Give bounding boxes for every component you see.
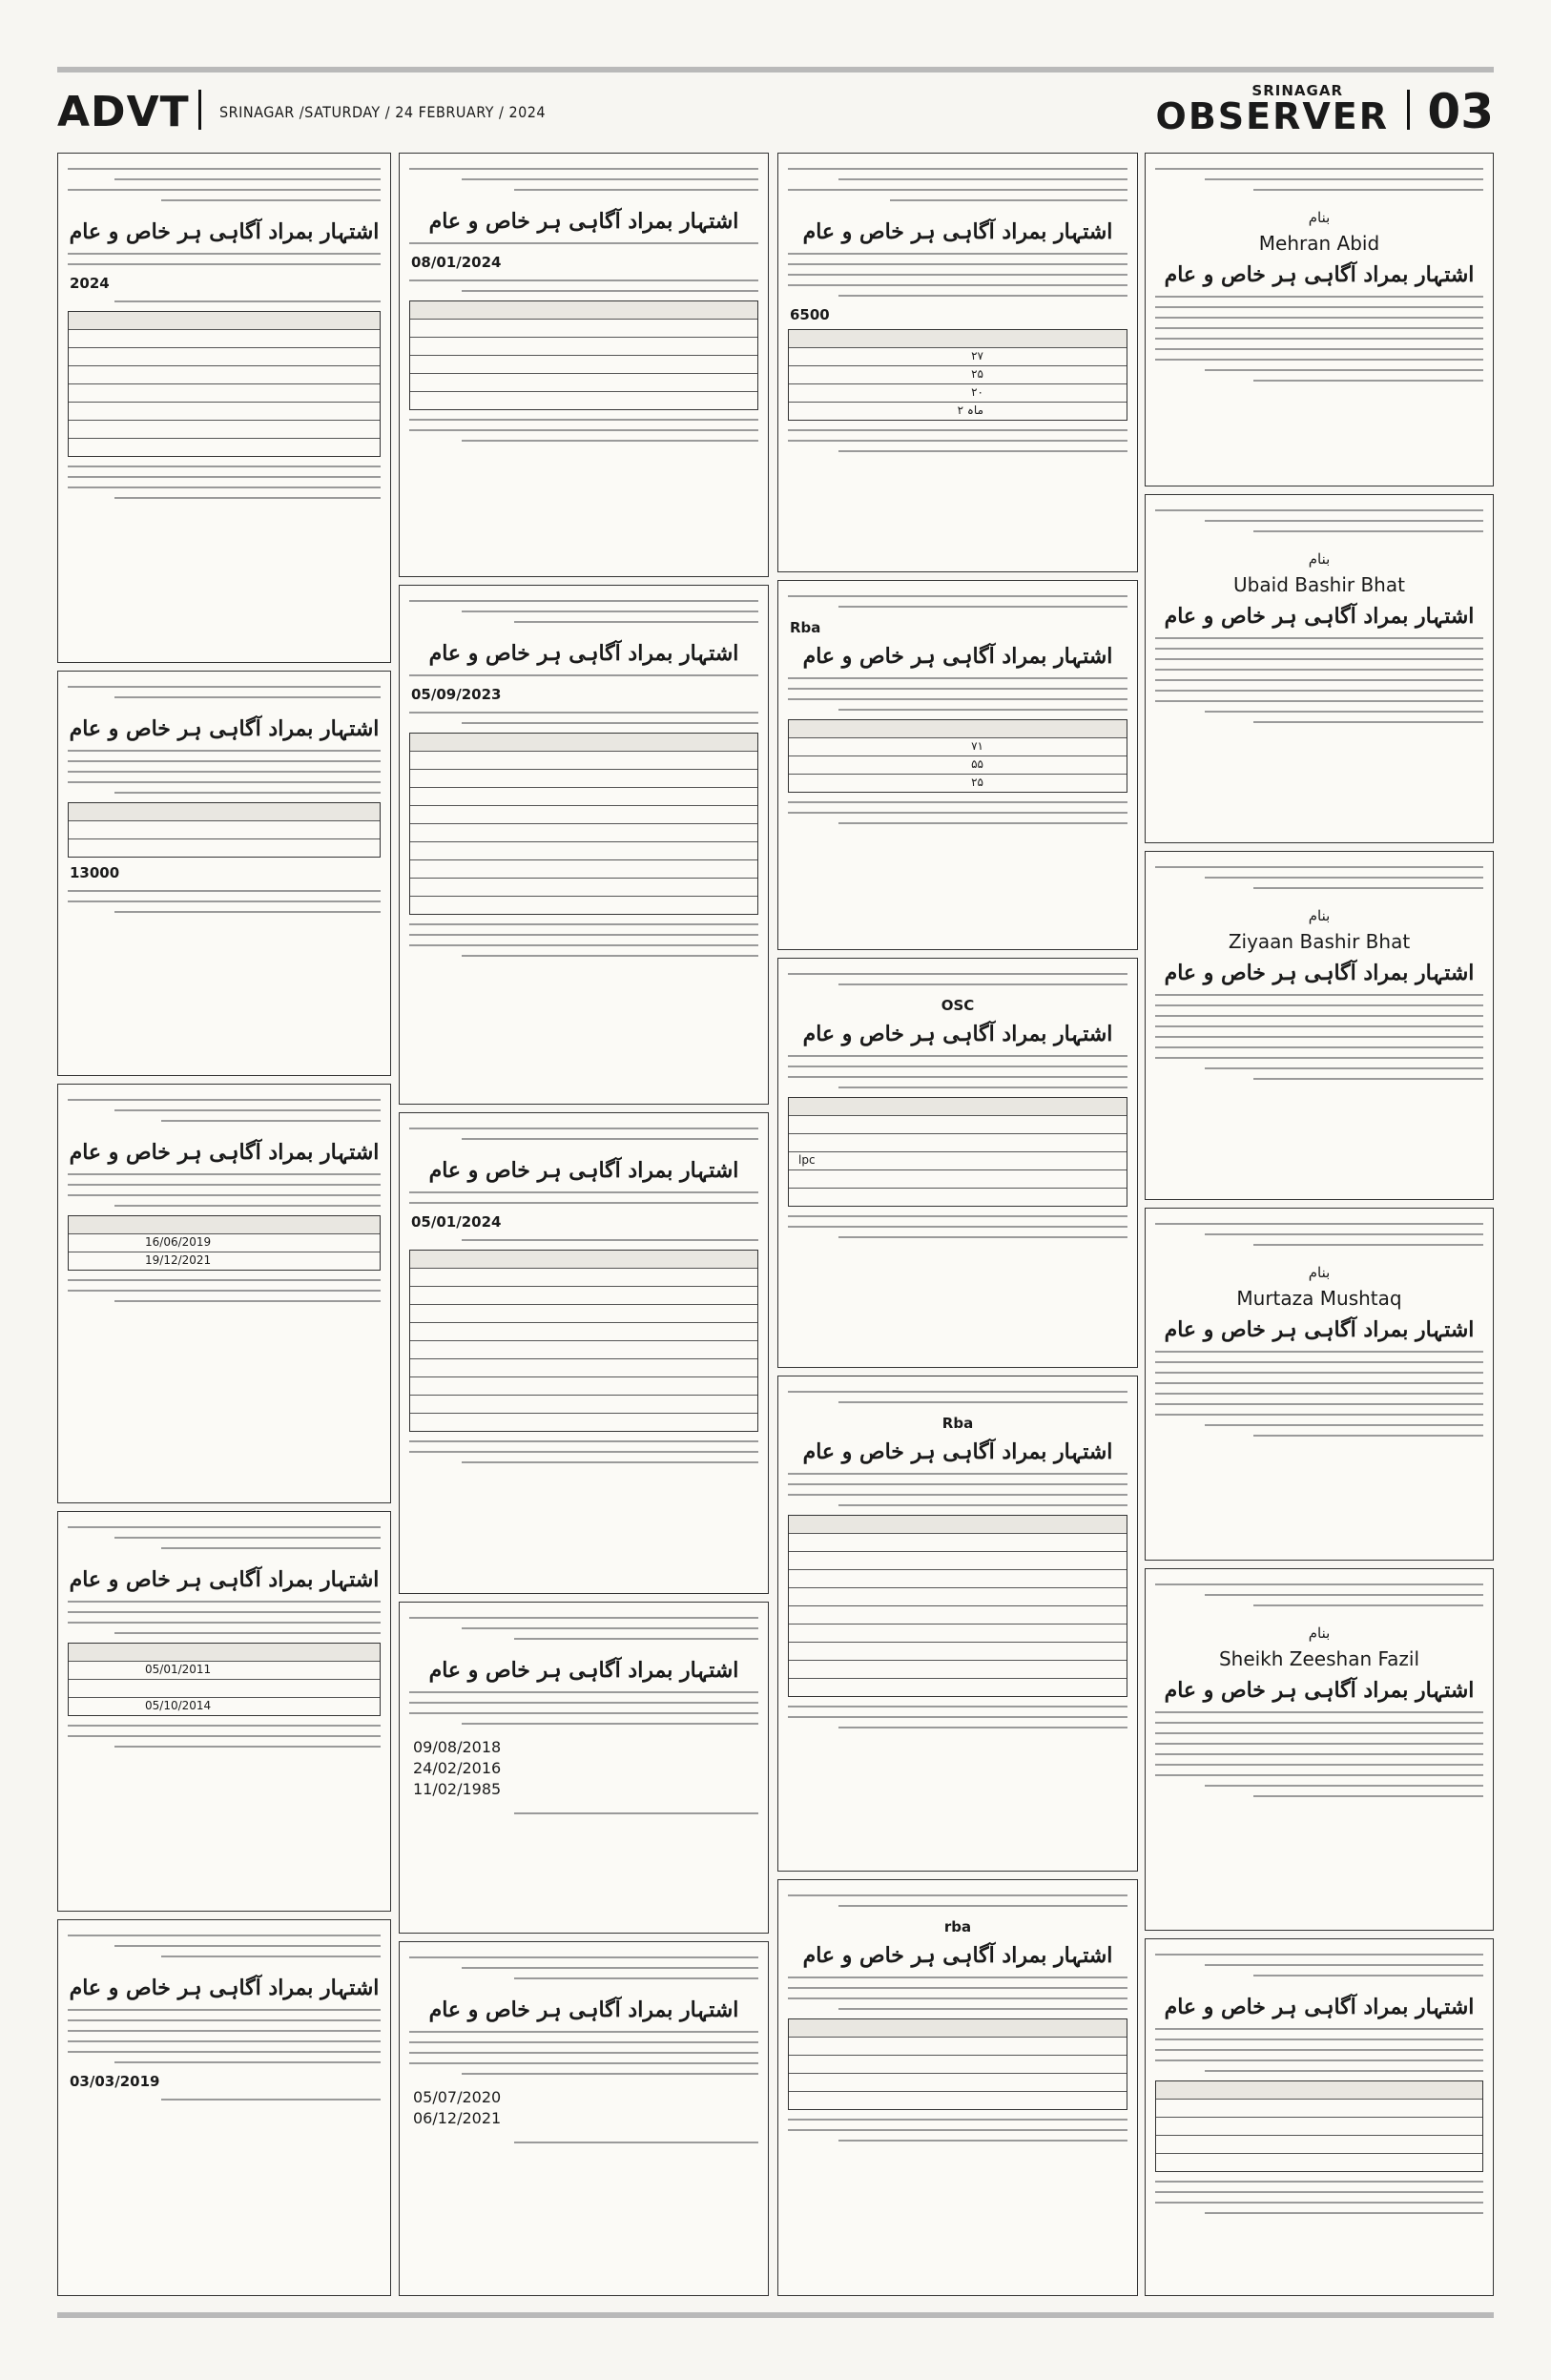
- notice-title: اشتہار بمراد آگاہی ہر خاص و عام: [802, 1943, 1113, 1968]
- notice-title: اشتہار بمراد آگاہی ہر خاص و عام: [69, 1976, 380, 2000]
- bottom-rule: [57, 2312, 1494, 2318]
- family-table: [788, 2018, 1127, 2110]
- notice-box: [57, 1919, 391, 2296]
- notice-box: [57, 671, 391, 1076]
- notice-box: [777, 1879, 1138, 2296]
- notice-title: اشتہار بمراد آگاہی ہر خاص و عام: [802, 1439, 1113, 1464]
- family-table: [68, 311, 381, 457]
- bannam: بنام: [1308, 907, 1331, 924]
- person-name: Sheikh Zeeshan Fazil: [1218, 1647, 1420, 1670]
- age: ۷۱: [971, 739, 983, 753]
- family-table: [68, 802, 381, 858]
- notice-title: اشتہار بمراد آگاہی ہر خاص و عام: [428, 1158, 739, 1183]
- birth-date: 05/07/2020: [413, 2088, 502, 2106]
- label: rba: [943, 1918, 972, 1935]
- notice-title: اشتہار بمراد آگاہی ہر خاص و عام: [1164, 262, 1475, 287]
- notice-box: [399, 585, 769, 1105]
- notice-box: [777, 1376, 1138, 1872]
- family-table: [788, 329, 1127, 421]
- notice-title: اشتہار بمراد آگاہی ہر خاص و عام: [69, 716, 380, 741]
- table-value: lpc: [798, 1153, 816, 1167]
- notice-title: اشتہار بمراد آگاہی ہر خاص و عام: [1164, 604, 1475, 629]
- top-rule: [57, 67, 1494, 72]
- notice-title: اشتہار بمراد آگاہی ہر خاص و عام: [428, 1658, 739, 1683]
- notice-title: اشتہار بمراد آگاہی ہر خاص و عام: [802, 644, 1113, 669]
- birth-date: 09/08/2018: [413, 1738, 502, 1756]
- age: ۲۵: [971, 776, 983, 789]
- age: ۲ ماہ: [957, 404, 983, 417]
- date: 19/12/2021: [145, 1253, 212, 1267]
- date: 05/01/2024: [411, 1213, 502, 1231]
- person-name: Ubaid Bashir Bhat: [1233, 573, 1405, 596]
- birth-date: 11/02/1985: [413, 1780, 502, 1798]
- section-title: ADVT: [57, 88, 190, 136]
- birth-date: 24/02/2016: [413, 1759, 502, 1777]
- date: 05/10/2014: [145, 1699, 212, 1712]
- notice-box: [1145, 851, 1494, 1200]
- divider: [1407, 90, 1410, 130]
- notice-title: اشتہار بمراد آگاہی ہر خاص و عام: [1164, 961, 1475, 985]
- date: 05/01/2011: [145, 1663, 212, 1676]
- family-table: [788, 719, 1127, 793]
- date: 03/03/2019: [70, 2073, 160, 2090]
- notice-box: [777, 958, 1138, 1368]
- bannam: بنام: [1308, 550, 1331, 568]
- page-number: 03: [1427, 84, 1494, 139]
- person-name: Mehran Abid: [1258, 232, 1380, 255]
- notice-box: [57, 1084, 391, 1503]
- notice-title: اشتہار بمراد آگاہی ہر خاص و عام: [1164, 1317, 1475, 1342]
- record-table: [68, 1215, 381, 1271]
- notice-box: [399, 1602, 769, 1934]
- notice-box: [777, 580, 1138, 950]
- date: 05/09/2023: [411, 686, 502, 703]
- person-name: Ziyaan Bashir Bhat: [1228, 930, 1411, 953]
- amount: 6500: [790, 306, 830, 323]
- notice-box: [399, 153, 769, 577]
- notice-box: [1145, 1938, 1494, 2296]
- notice-title: اشتہار بمراد آگاہی ہر خاص و عام: [428, 641, 739, 666]
- age: ۲۷: [971, 349, 983, 362]
- family-table: [788, 1515, 1127, 1697]
- brand-name: OBSERVER: [1155, 95, 1389, 137]
- notice-box: [1145, 153, 1494, 486]
- notice-title: اشتہار بمراد آگاہی ہر خاص و عام: [802, 1022, 1113, 1046]
- masthead: [57, 78, 1494, 139]
- dateline: SRINAGAR /SATURDAY / 24 FEBRUARY / 2024: [219, 103, 547, 121]
- notice-box: [399, 1112, 769, 1594]
- label: Rba: [790, 619, 821, 636]
- notice-title: اشتہار بمراد آگاہی ہر خاص و عام: [69, 219, 380, 244]
- age: ۲۵: [971, 367, 983, 381]
- notice-box: [57, 1511, 391, 1912]
- family-table: [409, 733, 758, 915]
- brand-city: SRINAGAR: [1251, 82, 1343, 99]
- notice-title: اشتہار بمراد آگاہی ہر خاص و عام: [802, 219, 1113, 244]
- divider: [198, 90, 201, 130]
- amount: 13000: [70, 864, 120, 881]
- bannam: بنام: [1308, 209, 1331, 226]
- year: 2024: [70, 275, 110, 292]
- date: 16/06/2019: [145, 1235, 212, 1249]
- notice-box: [1145, 1568, 1494, 1931]
- label: Rba: [941, 1415, 974, 1432]
- notice-title: اشتہار بمراد آگاہی ہر خاص و عام: [428, 209, 739, 234]
- family-table: [409, 300, 758, 410]
- bannam: بنام: [1308, 1264, 1331, 1281]
- notice-box: [1145, 1208, 1494, 1561]
- record-table: [68, 1643, 381, 1716]
- notice-title: اشتہار بمراد آگاہی ہر خاص و عام: [1164, 1995, 1475, 2019]
- birth-date: 06/12/2021: [413, 2109, 502, 2127]
- label: OSC: [941, 997, 975, 1014]
- age: ۵۵: [971, 757, 983, 771]
- person-name: Murtaza Mushtaq: [1236, 1287, 1402, 1310]
- family-table: [1155, 2080, 1483, 2172]
- family-table: [788, 1097, 1127, 1207]
- notice-title: اشتہار بمراد آگاہی ہر خاص و عام: [1164, 1678, 1475, 1703]
- notice-title: اشتہار بمراد آگاہی ہر خاص و عام: [69, 1140, 380, 1165]
- notice-box: [777, 153, 1138, 572]
- date: 08/01/2024: [411, 254, 502, 271]
- notice-box: [57, 153, 391, 663]
- notice-title: اشتہار بمراد آگاہی ہر خاص و عام: [69, 1567, 380, 1592]
- notice-box: [399, 1941, 769, 2296]
- notice-title: اشتہار بمراد آگاہی ہر خاص و عام: [428, 1997, 739, 2022]
- age: ۲۰: [971, 385, 983, 399]
- family-table: [409, 1250, 758, 1432]
- notice-box: [1145, 494, 1494, 843]
- bannam: بنام: [1308, 1625, 1331, 1642]
